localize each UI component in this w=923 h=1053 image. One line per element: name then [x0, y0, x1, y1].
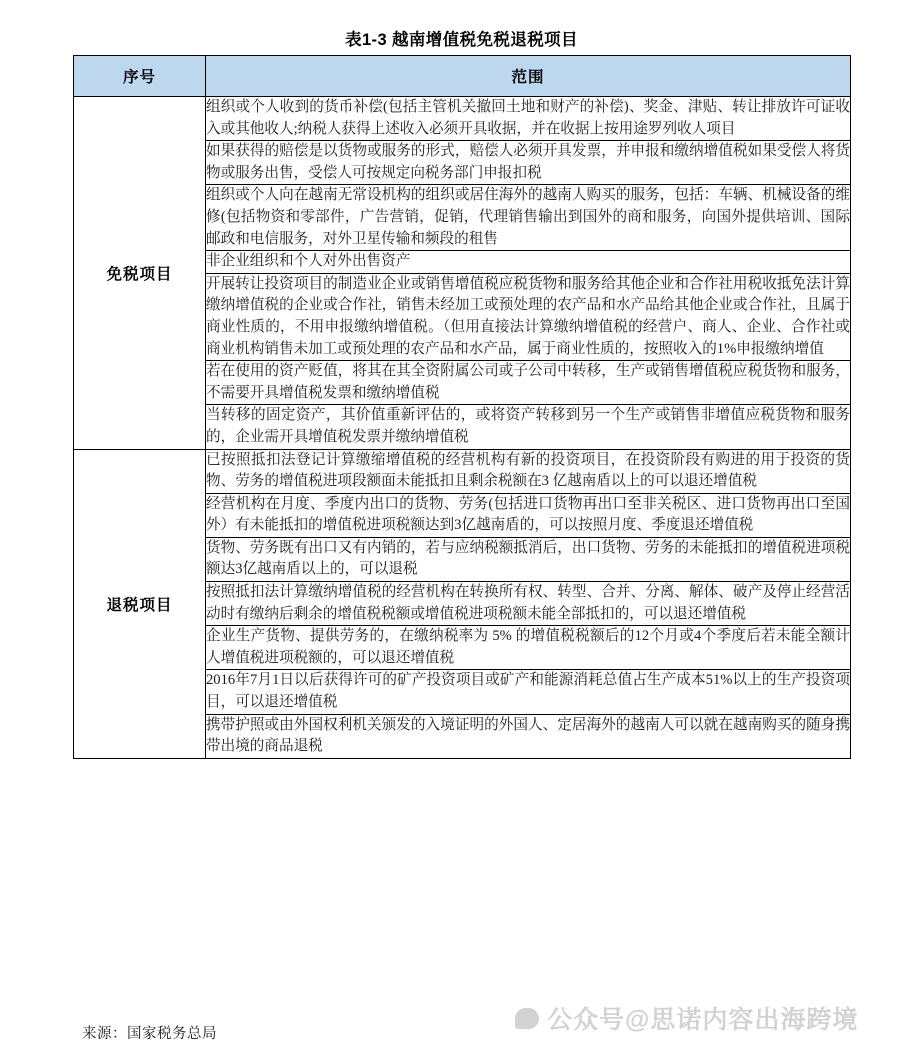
scope-cell: 开展转让投资项目的制造业企业或销售增值税应税货物和服务给其他企业和合作社用税收抵免法计算缴纳增值税的企业或合作社，销售未经加工或预处理的农产品和水产品给其他企业或合作社，且属于商业性质的，不用申报缴纳增值税。（但用直接法计算缴纳增值税的经营户、商人、企业、合作社或商业机构销售未加工或预处理的农产品和水产品，属于商业性质的，按照收入的1%申报缴纳增值: [206, 273, 851, 360]
scope-cell: 货物、劳务既有出口又有内销的，若与应纳税额抵消后，出口货物、劳务的未能抵扣的增值税进项税额达3亿越南盾以上的，可以退税: [206, 537, 851, 581]
scope-cell: 2016年7月1日以后获得许可的矿产投资项目或矿产和能源消耗总值占生产成本51%以上的生产投资项目，可以退还增值税: [206, 670, 851, 714]
group-label-cell: 免税项目: [74, 97, 206, 450]
scope-cell: 非企业组织和个人对外出售资产: [206, 251, 851, 274]
watermark-text: 公众号@思诺内容出海跨境: [547, 1006, 859, 1034]
scope-cell: 组织或个人向在越南无常设机构的组织或居住海外的越南人购买的服务，包括：车辆、机械设备的维修(包括物资和零部件，广告营销，促销，代理销售输出到国外的商和服务，向国外提供培训、国际邮政和电信服务，对外卫星传输和频段的租售: [206, 185, 851, 251]
scope-cell: 已按照抵扣法登记计算缴缩增值税的经营机构有新的投资项目，在投资阶段有购进的用于投资的货物、劳务的增值税进项段额面未能抵扣且剩余税额在3 亿越南盾以上的可以退还增值税: [206, 449, 851, 493]
page-title: 表1-3 越南增值税免税退税项目: [345, 31, 578, 49]
watermark: [515, 1000, 858, 1036]
speech-bubble-icon: [515, 1008, 539, 1029]
scope-cell: 组织或个人收到的货币补偿(包括主管机关撤回土地和财产的补偿)、奖金、津贴、转让排放许可证收入或其他收人;纳税人获得上述收入必须开具收据，并在收据上按用途罗列收人项目: [206, 97, 851, 141]
column-header-index: 序号: [74, 56, 206, 97]
scope-cell: 如果获得的赔偿是以货物或服务的形式，赔偿人必须开具发票，并申报和缴纳增值税如果受偿人将货物或服务出售，受偿人可按规定向税务部门申报扣税: [206, 141, 851, 185]
table-row: [74, 449, 851, 493]
table-header-row: [74, 56, 851, 97]
vat-exemption-refund-table: [73, 55, 851, 759]
scope-cell: 当转移的固定资产，其价值重新评估的，或将资产转移到另一个生产或销售非增值应税货物和服务的，企业需开具增值税发票并缴纳增值税: [206, 405, 851, 449]
scope-cell: 按照抵扣法计算缴纳增值税的经营机构在转换所有权、转型、合并、分离、解体、破产及停止经营活动时有缴纳后剩余的增值税税额或增值税进项税额未能全部抵扣的，可以退还增值税: [206, 582, 851, 626]
table-body: [74, 97, 851, 759]
column-header-scope: 范围: [206, 56, 851, 97]
group-label-cell: 退税项目: [74, 449, 206, 758]
scope-cell: 若在使用的资产贬值，将其在其全资附属公司或子公司中转移，生产或销售增值税应税货物和服务，不需要开具增值税发票和缴纳增值税: [206, 361, 851, 405]
scope-cell: 经营机构在月度、季度内出口的货物、劳务(包括进口货物再出口至非关税区、进口货物再出口至国外）有未能抵扣的增值税进项税额达到3亿越南盾的，可以按照月度、季度退还增值税: [206, 493, 851, 537]
source-note: 来源：国家税务总局: [82, 1026, 217, 1042]
table-row: [74, 97, 851, 141]
scope-cell: 企业生产货物、提供劳务的，在缴纳税率为 5% 的增值税税额后的12个月或4个季度后若未能全额计人增值税进项税额的，可以退还增值税: [206, 626, 851, 670]
table-header: [74, 56, 851, 97]
scope-cell: 携带护照或由外国权利机关颁发的入境证明的外国人、定居海外的越南人可以就在越南购买的随身携带出境的商品退税: [206, 714, 851, 758]
